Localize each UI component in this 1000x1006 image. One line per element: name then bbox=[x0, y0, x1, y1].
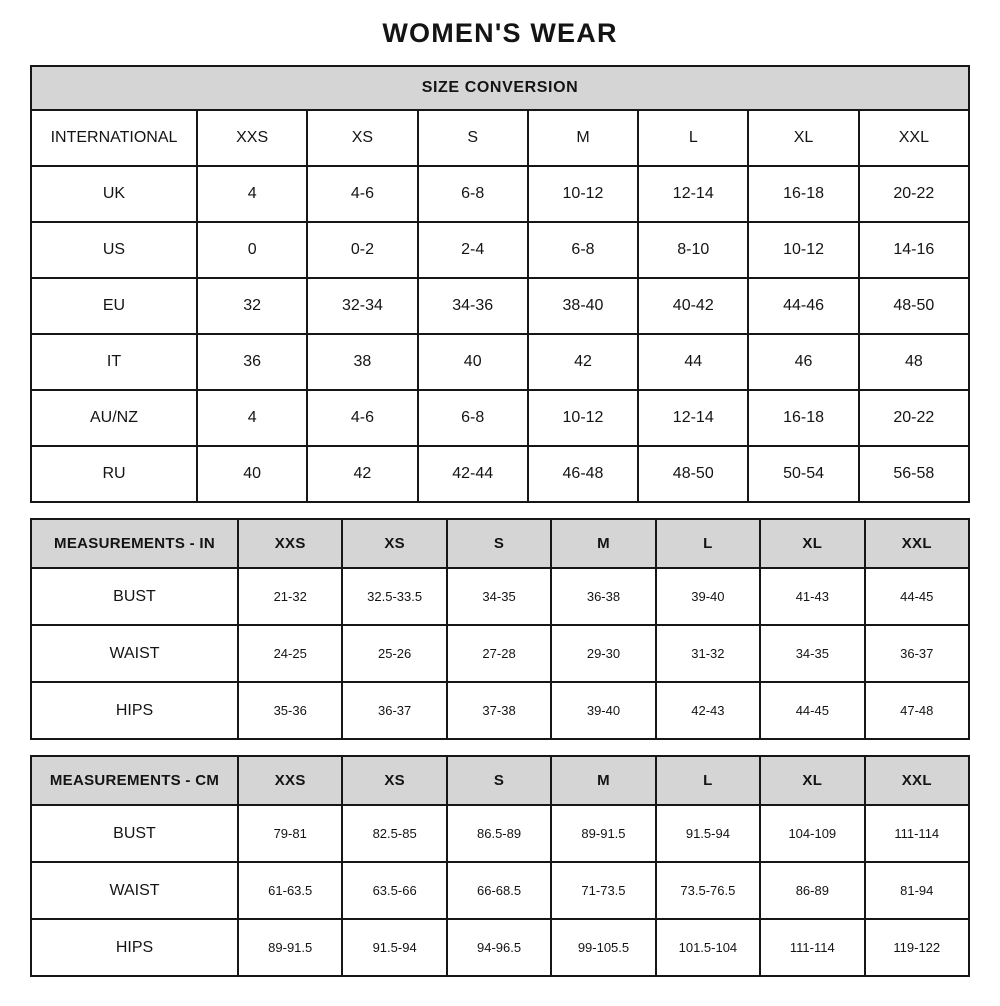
measurements-in-body bbox=[31, 519, 969, 739]
value-cell: 42 bbox=[528, 334, 638, 390]
value-cell: 50-54 bbox=[748, 446, 858, 502]
row-label: UK bbox=[31, 166, 197, 222]
value-cell: 35-36 bbox=[238, 682, 342, 739]
value-cell: 42 bbox=[307, 446, 417, 502]
value-cell: 66-68.5 bbox=[447, 862, 551, 919]
measurements-cm-table bbox=[30, 755, 970, 977]
value-cell: 32.5-33.5 bbox=[342, 568, 446, 625]
value-cell: 12-14 bbox=[638, 390, 748, 446]
row-label: HIPS bbox=[31, 919, 238, 976]
size-header-cell: L bbox=[638, 110, 748, 166]
value-cell: 56-58 bbox=[859, 446, 969, 502]
value-cell: 0 bbox=[197, 222, 307, 278]
value-cell: 73.5-76.5 bbox=[656, 862, 760, 919]
table-header-row bbox=[31, 756, 969, 805]
value-cell: 44 bbox=[638, 334, 748, 390]
table-row bbox=[31, 390, 969, 446]
value-cell: 82.5-85 bbox=[342, 805, 446, 862]
value-cell: 39-40 bbox=[656, 568, 760, 625]
size-conversion-title: SIZE CONVERSION bbox=[31, 66, 969, 110]
size-header-cell: XL bbox=[748, 110, 858, 166]
value-cell: 34-35 bbox=[760, 625, 864, 682]
row-label: BUST bbox=[31, 805, 238, 862]
value-cell: 86.5-89 bbox=[447, 805, 551, 862]
value-cell: 48-50 bbox=[638, 446, 748, 502]
value-cell: 38-40 bbox=[528, 278, 638, 334]
value-cell: 40 bbox=[197, 446, 307, 502]
row-label: WAIST bbox=[31, 625, 238, 682]
value-cell: 36-37 bbox=[342, 682, 446, 739]
size-header-cell: XXL bbox=[859, 110, 969, 166]
size-header-cell: S bbox=[418, 110, 528, 166]
value-cell: 42-43 bbox=[656, 682, 760, 739]
value-cell: 89-91.5 bbox=[551, 805, 655, 862]
table-row bbox=[31, 446, 969, 502]
value-cell: 111-114 bbox=[865, 805, 969, 862]
value-cell: 31-32 bbox=[656, 625, 760, 682]
value-cell: 46 bbox=[748, 334, 858, 390]
value-cell: 10-12 bbox=[748, 222, 858, 278]
value-cell: 6-8 bbox=[528, 222, 638, 278]
table-row bbox=[31, 805, 969, 862]
value-cell: 44-45 bbox=[760, 682, 864, 739]
size-header-cell: M bbox=[551, 519, 655, 568]
page-title: WOMEN'S WEAR bbox=[382, 18, 618, 48]
size-header-cell: XXL bbox=[865, 519, 969, 568]
value-cell: 91.5-94 bbox=[342, 919, 446, 976]
size-header-cell: L bbox=[656, 519, 760, 568]
value-cell: 4 bbox=[197, 390, 307, 446]
size-header-cell: XL bbox=[760, 756, 864, 805]
value-cell: 86-89 bbox=[760, 862, 864, 919]
value-cell: 104-109 bbox=[760, 805, 864, 862]
value-cell: 4 bbox=[197, 166, 307, 222]
size-header-cell: XS bbox=[307, 110, 417, 166]
measurements-in-table bbox=[30, 518, 970, 740]
size-header-cell: XXS bbox=[238, 756, 342, 805]
value-cell: 101.5-104 bbox=[656, 919, 760, 976]
value-cell: 34-36 bbox=[418, 278, 528, 334]
value-cell: 4-6 bbox=[307, 166, 417, 222]
measurements-header: MEASUREMENTS - IN bbox=[31, 519, 238, 568]
value-cell: 37-38 bbox=[447, 682, 551, 739]
value-cell: 8-10 bbox=[638, 222, 748, 278]
value-cell: 44-46 bbox=[748, 278, 858, 334]
value-cell: 111-114 bbox=[760, 919, 864, 976]
table-row bbox=[31, 166, 969, 222]
table-row bbox=[31, 278, 969, 334]
size-conversion-body bbox=[31, 66, 969, 502]
value-cell: 2-4 bbox=[418, 222, 528, 278]
size-header-cell: XXS bbox=[197, 110, 307, 166]
value-cell: 48 bbox=[859, 334, 969, 390]
size-header-cell: L bbox=[656, 756, 760, 805]
value-cell: 63.5-66 bbox=[342, 862, 446, 919]
value-cell: 99-105.5 bbox=[551, 919, 655, 976]
value-cell: 79-81 bbox=[238, 805, 342, 862]
size-header-cell: XS bbox=[342, 519, 446, 568]
value-cell: 21-32 bbox=[238, 568, 342, 625]
row-label: INTERNATIONAL bbox=[31, 110, 197, 166]
value-cell: 81-94 bbox=[865, 862, 969, 919]
value-cell: 24-25 bbox=[238, 625, 342, 682]
size-header-cell: M bbox=[528, 110, 638, 166]
value-cell: 40 bbox=[418, 334, 528, 390]
size-header-cell: XS bbox=[342, 756, 446, 805]
size-header-cell: S bbox=[447, 756, 551, 805]
value-cell: 10-12 bbox=[528, 166, 638, 222]
table-row bbox=[31, 625, 969, 682]
value-cell: 40-42 bbox=[638, 278, 748, 334]
value-cell: 36-37 bbox=[865, 625, 969, 682]
size-header-cell: S bbox=[447, 519, 551, 568]
value-cell: 20-22 bbox=[859, 390, 969, 446]
value-cell: 12-14 bbox=[638, 166, 748, 222]
value-cell: 89-91.5 bbox=[238, 919, 342, 976]
value-cell: 47-48 bbox=[865, 682, 969, 739]
table-row bbox=[31, 862, 969, 919]
table-header-row bbox=[31, 519, 969, 568]
table-header-row bbox=[31, 66, 969, 110]
value-cell: 0-2 bbox=[307, 222, 417, 278]
value-cell: 48-50 bbox=[859, 278, 969, 334]
value-cell: 20-22 bbox=[859, 166, 969, 222]
size-conversion-table bbox=[30, 65, 970, 503]
table-row bbox=[31, 110, 969, 166]
value-cell: 91.5-94 bbox=[656, 805, 760, 862]
row-label: WAIST bbox=[31, 862, 238, 919]
value-cell: 6-8 bbox=[418, 390, 528, 446]
value-cell: 25-26 bbox=[342, 625, 446, 682]
value-cell: 38 bbox=[307, 334, 417, 390]
value-cell: 29-30 bbox=[551, 625, 655, 682]
table-row bbox=[31, 682, 969, 739]
value-cell: 39-40 bbox=[551, 682, 655, 739]
measurements-cm-body bbox=[31, 756, 969, 976]
value-cell: 119-122 bbox=[865, 919, 969, 976]
value-cell: 42-44 bbox=[418, 446, 528, 502]
value-cell: 41-43 bbox=[760, 568, 864, 625]
size-header-cell: XXS bbox=[238, 519, 342, 568]
size-header-cell: M bbox=[551, 756, 655, 805]
row-label: HIPS bbox=[31, 682, 238, 739]
value-cell: 14-16 bbox=[859, 222, 969, 278]
table-row bbox=[31, 222, 969, 278]
value-cell: 27-28 bbox=[447, 625, 551, 682]
row-label: EU bbox=[31, 278, 197, 334]
value-cell: 32 bbox=[197, 278, 307, 334]
row-label: IT bbox=[31, 334, 197, 390]
value-cell: 36-38 bbox=[551, 568, 655, 625]
value-cell: 32-34 bbox=[307, 278, 417, 334]
value-cell: 16-18 bbox=[748, 390, 858, 446]
value-cell: 4-6 bbox=[307, 390, 417, 446]
size-header-cell: XXL bbox=[865, 756, 969, 805]
value-cell: 44-45 bbox=[865, 568, 969, 625]
value-cell: 16-18 bbox=[748, 166, 858, 222]
table-row bbox=[31, 568, 969, 625]
value-cell: 94-96.5 bbox=[447, 919, 551, 976]
row-label: BUST bbox=[31, 568, 238, 625]
row-label: AU/NZ bbox=[31, 390, 197, 446]
table-row bbox=[31, 919, 969, 976]
value-cell: 34-35 bbox=[447, 568, 551, 625]
value-cell: 6-8 bbox=[418, 166, 528, 222]
measurements-header: MEASUREMENTS - CM bbox=[31, 756, 238, 805]
value-cell: 10-12 bbox=[528, 390, 638, 446]
table-row bbox=[31, 334, 969, 390]
value-cell: 36 bbox=[197, 334, 307, 390]
value-cell: 61-63.5 bbox=[238, 862, 342, 919]
value-cell: 46-48 bbox=[528, 446, 638, 502]
row-label: US bbox=[31, 222, 197, 278]
row-label: RU bbox=[31, 446, 197, 502]
value-cell: 71-73.5 bbox=[551, 862, 655, 919]
size-header-cell: XL bbox=[760, 519, 864, 568]
